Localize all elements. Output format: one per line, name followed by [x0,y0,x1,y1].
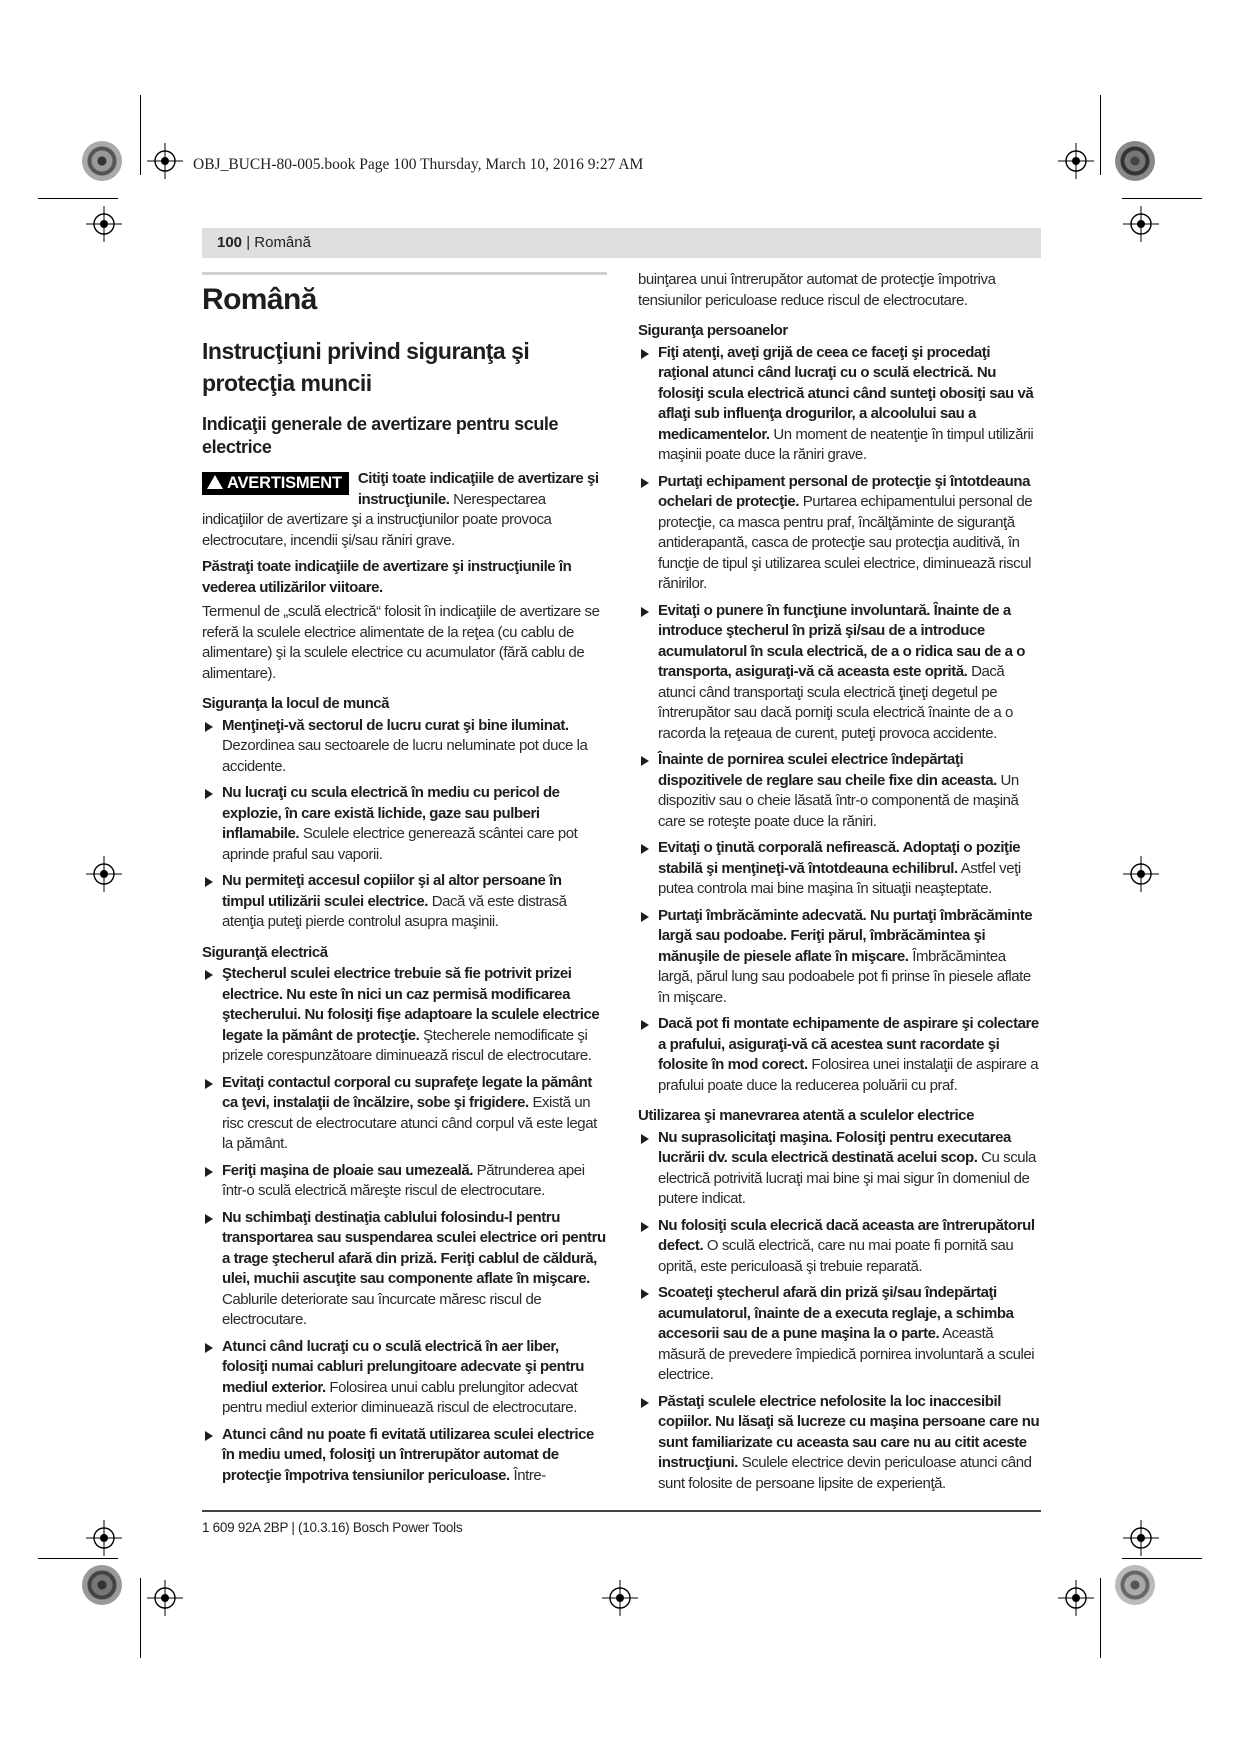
list-item [202,1337,607,1419]
item-text: Între- [509,1466,546,1484]
right-column [638,270,1040,1500]
item-bold: Nu schimbaţi destinaţia cablului folosindu-l pentru transportarea sau suspendarea sculei electrice ori pentru a trage ştecherul afară din priză. Feriţi cablul de căldură, ulei, muchii ascuţite sau componente aflate în mişcare. [222,1208,606,1287]
item-bold: Atunci când nu poate fi evitată utilizarea sculei electrice în mediu umed, folosiţi un întrerupător automat de protecţie împotriva tensiunilor periculoase. [222,1425,594,1484]
item-text: Pătrunderea apei într-o sculă electrică măreşte riscul de electrocutare. [222,1161,585,1199]
section-tool-use: Utilizarea şi manevrarea atentă a sculelor electrice [638,1107,974,1124]
bullet-arrow-icon [641,478,649,488]
warning-text: Nerespectarea indicaţiilor de avertizare şi a instrucţiunilor poate provoca electrocutare, incendii şi/sau răniri grave. [202,490,552,549]
item-bold: Nu permiteţi accesul copiilor şi al altor persoane în timpul utilizării sculei electrice. [222,872,562,910]
item-text: Îmbrăcămintea largă, părul lung sau podoabele pot fi prinse în piesele aflate în mişcare. [658,947,1031,1006]
page-footer: 1 609 92A 2BP | (10.3.16) Bosch Power Tools [202,1520,463,1535]
item-bold: Înainte de pornirea sculei electrice îndepărtaţi dispozitivele de reglare sau cheile fixe din aceasta. [658,751,997,789]
list-item [202,1161,607,1202]
item-text: Un dispozitiv sau o cheie lăsată într-o componentă de maşină care se roteşte poate duce la răniri. [658,771,1019,830]
item-text: Dezordinea sau sectoarele de lucru neluminate pot duce la accidente. [222,737,588,775]
warning-badge [202,472,349,495]
registration-mark-icon [1123,1520,1159,1556]
item-bold: Evitaţi o punere în funcţiune involuntară. Înainte de a introduce ştecherul în priză şi/sau de a introduce acumulatorul în scula electrică, de a o ridica sau de a o transporta, asiguraţi-vă că aceasta este oprită. [658,601,1025,680]
page-header-band [202,228,1041,258]
bullet-arrow-icon [641,1398,649,1408]
bullet-arrow-icon [205,1431,213,1441]
registration-mark-icon [1123,206,1159,242]
bullet-arrow-icon [641,349,649,359]
column-top-rule [202,272,607,275]
registration-mark-icon [1058,1580,1094,1616]
list-item [638,750,1040,832]
header-separator: | [242,234,255,251]
bullet-arrow-icon [205,1343,213,1353]
list-item [638,601,1040,745]
item-bold: Atunci când lucraţi cu o sculă electrică în aer liber, folosiţi numai cabluri prelungitoare adecvate şi pentru mediul exterior. [222,1337,584,1396]
bullet-arrow-icon [205,1214,213,1224]
list-item [638,472,1040,595]
print-slug: OBJ_BUCH-80-005.book Page 100 Thursday, March 10, 2016 9:27 AM [193,156,644,173]
warning-paragraph [202,469,607,551]
item-bold: Menţineţi-vă sectorul de lucru curat şi bine iluminat. [222,716,569,734]
item-text: Sculele electrice generează scântei care pot aprinde praful sau vaporii. [222,825,578,863]
bullet-arrow-icon [641,912,649,922]
color-rosette-icon [82,141,122,181]
crop-line [38,1558,118,1559]
page-header [217,234,311,251]
item-text: Purtarea echipamentului personal de protecţie, ca masca pentru praf, încălţăminte de siguranţă antiderapantă, casca de protecţie sau protecţia auditivă, în funcţie de tipul şi utilizarea sculei electrice, diminuează riscul rănirilor. [658,493,1033,592]
color-rosette-icon [1115,1565,1155,1605]
crop-line [140,1578,141,1658]
item-text: Cablurile deteriorate sau încurcate măresc riscul de electrocutare. [222,1290,542,1328]
item-bold: Purtaţi echipament personal de protecţie şi întotdeauna ochelari de protecţie. [658,472,1030,510]
bullet-arrow-icon [641,756,649,766]
crop-line [38,198,118,199]
bullet-arrow-icon [641,607,649,617]
list-item [202,1425,607,1487]
list-item [638,1128,1040,1210]
item-bold: Nu folosiţi scula elecrică dacă aceasta are întrerupătorul defect. [658,1216,1035,1254]
item-bold: Păstaţi sculele electrice nefolosite la loc inaccesibil copiilor. Nu lăsaţi să lucreze cu maşina persoane care nu sunt familiarizate cu aceasta sau care nu au citit aceste instrucţiuni. [658,1392,1040,1471]
item-bold: Dacă pot fi montate echipamente de aspirare şi colectare a prafului, asiguraţi-vă că acestea sunt racordate şi folosite în mod corect. [658,1015,1039,1073]
registration-mark-icon [602,1580,638,1616]
item-text: Sculele electrice devin periculoase atunci când sunt folosite de persoane lipsite de experienţă. [658,1454,1032,1492]
registration-mark-icon [147,1580,183,1616]
bullet-arrow-icon [205,1167,213,1177]
list-item [638,1216,1040,1278]
page-title: Română [202,283,317,316]
item-text: Dacă atunci când transportaţi scula electrică ţineţi degetul pe întrerupător sau dacă porniţi scula electrică înainte de a o racorda la reţeaua de curent, puteţi provoca accidente. [658,663,1013,742]
item-text: O sculă electrică, care nu mai poate fi pornită sau oprită, este periculoasă şi trebuie reparată. [658,1237,1014,1275]
item-text: Folosirea unei instalaţii de aspirare a prafului poate duce la reducerea poluării cu praf. [658,1056,1039,1094]
bullet-arrow-icon [641,1020,649,1030]
crop-line [1122,198,1202,199]
keep-instructions: Păstraţi toate indicaţiile de avertizare şi instrucţiunile în vederea utilizărilor viitoare. [202,558,572,596]
item-bold: Purtaţi îmbrăcăminte adecvată. Nu purtaţi îmbrăcăminte largă sau podoabe. Feriţi părul, îmbrăcămintea şi mănuşile de piesele aflate în mişcare. [658,906,1033,965]
item-bold: Fiţi atenţi, aveţi grijă de ceea ce faceţi şi procedaţi raţional atunci când lucraţi cu o sculă electrică. Nu folosiţi scula electrică atunci când sunteţi obosiţi sau vă aflaţi sub influenţa drogurilor, a alcoolului sau a medicamentelor. [658,343,1034,443]
list-item [202,964,607,1067]
warning-bold: Citiţi toate indicaţiile de avertizare şi instrucţiunile. [357,470,599,508]
bullet-arrow-icon [205,970,213,980]
item-text: Dacă vă este distrasă atenţia puteţi pierde controlul asupra maşinii. [222,892,567,930]
list-item [638,838,1040,900]
section-work-area: Siguranţa la locul de muncă [202,695,390,712]
list-item [638,1014,1040,1096]
bullet-arrow-icon [205,1079,213,1089]
continuation-text: buinţarea unui întrerupător automat de protecţie împotriva tensiunilor periculoase reduce riscul de electrocutare. [638,271,996,309]
warning-triangle-icon [207,475,223,489]
list-item [638,1392,1040,1495]
item-bold: Feriţi maşina de ploaie sau umezeală. [222,1161,473,1179]
bullet-arrow-icon [641,1222,649,1232]
list-item [638,906,1040,1009]
bullet-arrow-icon [205,789,213,799]
list-item [202,871,607,933]
section-personal-safety: Siguranţa persoanelor [638,322,788,339]
list-item [638,343,1040,466]
item-bold: Nu suprasolicitaţi maşina. Folosiţi pentru executarea lucrării dv. scula electrică destinată acelui scop. [658,1128,1011,1166]
bullet-arrow-icon [205,722,213,732]
list-item [638,1283,1040,1386]
item-bold: Scoateţi ştecherul afară din priză şi/sau îndepărtaţi acumulatorul, înainte de a executa reglaje, a schimba accesorii sau de a pune maşina la o parte. [658,1284,1014,1342]
safety-heading: Instrucţiuni privind siguranţa şi protecţia muncii [202,338,530,396]
item-text: Astfel veţi putea controla mai bine maşina în situaţii neaşteptate. [658,859,1021,897]
item-bold: Ştecherul sculei electrice trebuie să fie potrivit prizei electrice. Nu este în nici un caz permisă modificarea ştecherului. Nu folosiţi fişe adaptoare la sculele electrice legate la pământ de protecţie. [222,965,600,1044]
color-rosette-icon [1115,141,1155,181]
crop-line [1100,95,1101,175]
item-text: Folosirea unui cablu prelungitor adecvat pentru mediul exterior diminuează riscul de electrocutare. [222,1378,578,1416]
bullet-arrow-icon [641,1289,649,1299]
registration-mark-icon [86,1520,122,1556]
registration-mark-icon [1123,856,1159,892]
bullet-arrow-icon [205,877,213,887]
footer-rule [202,1510,1041,1512]
list-item [202,783,607,865]
left-column [202,270,607,1492]
header-language: Română [254,234,311,251]
section-electrical-safety: Siguranţă electrică [202,943,328,961]
list-item [202,716,607,778]
bullet-arrow-icon [641,844,649,854]
registration-mark-icon [1058,143,1094,179]
item-text: Cu scula electrică potrivită lucraţi mai bine şi mai sigur în domeniul de putere indicat. [658,1149,1036,1207]
item-text: Ştecherele nemodificate şi prizele corespunzătoare diminuează riscul de electrocutare. [222,1026,592,1064]
general-warnings-heading: Indicaţii generale de avertizare pentru scule electrice [202,414,559,457]
warning-label: AVERTISMENT [227,474,342,492]
registration-mark-icon [147,143,183,179]
registration-mark-icon [86,856,122,892]
page-number: 100 [217,234,243,251]
crop-line [140,95,141,175]
registration-mark-icon [86,206,122,242]
item-text: Există un risc crescut de electrocutare atunci când corpul vă este legat la pământ. [222,1094,597,1152]
item-text: Un moment de neatenţie în timpul utilizării maşinii poate duce la răniri grave. [658,425,1034,463]
term-definition: Termenul de „sculă electrică“ folosit în indicaţiile de avertizare se referă la sculele electrice alimentate de la reţea (cu cablu de alimentare) şi la sculele electrice cu acumulator (fără cablu de alimentare). [202,603,600,682]
list-item [202,1208,607,1331]
list-item [202,1073,607,1155]
item-bold: Nu lucraţi cu scula electrică în mediu cu pericol de explozie, în care există lichide, gaze sau pulberi inflamabile. [222,784,560,842]
crop-line [1122,1558,1202,1559]
item-text: Această măsură de prevedere împiedică pornirea involuntară a sculei electrice. [658,1325,1035,1383]
bullet-arrow-icon [641,1134,649,1144]
crop-line [1100,1578,1101,1658]
item-bold: Evitaţi o ţinută corporală nefirească. Adoptaţi o poziţie stabilă şi menţineţi-vă întotdeauna echilibrul. [658,839,1021,877]
item-bold: Evitaţi contactul corporal cu suprafeţe legate la pământ ca ţevi, instalaţii de încălzire, sobe şi frigidere. [222,1073,592,1111]
color-rosette-icon [82,1565,122,1605]
